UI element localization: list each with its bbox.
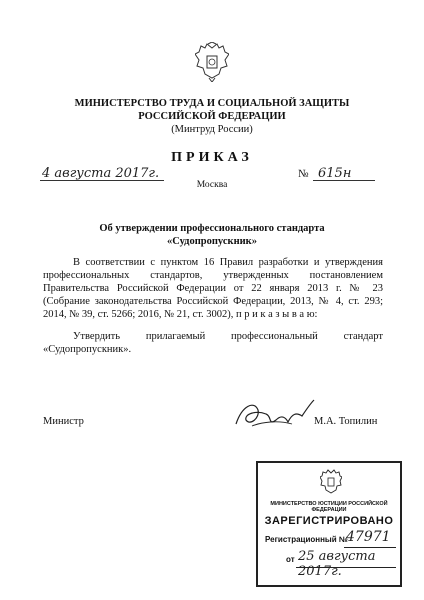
registration-stamp (256, 461, 402, 587)
stamp-date-label: от (286, 555, 295, 564)
body-line: В соответствии с пунктом 16 Правил разработки и утверждения (73, 257, 383, 268)
signatory-position: Министр (43, 416, 84, 427)
body-line: Правительства Российской Федерации от 22 января 2013 г. № 23 (43, 283, 383, 294)
body-line: (Собрание законодательства Российской Федерации, 2013, № 4, ст. 293; (43, 296, 383, 307)
body-paragraph-1 (43, 256, 383, 321)
ministry-name-line1: МИНИСТЕРСТВО ТРУДА И СОЦИАЛЬНОЙ ЗАЩИТЫ (74, 98, 350, 109)
order-date-handwritten: 4 августа 2017г. (42, 166, 160, 181)
order-number-label: № (298, 168, 309, 180)
stamp-date-underline (296, 567, 396, 568)
stamp-ministry: МИНИСТЕРСТВО ЮСТИЦИИ РОССИЙСКОЙ ФЕДЕРАЦИИ (270, 501, 388, 513)
document-title: ПРИКАЗ (171, 150, 253, 165)
russian-coat-of-arms-icon (195, 42, 229, 82)
subject-line2: «Судопропускник» (167, 236, 257, 247)
stamp-date: 25 августа 2017г. (298, 549, 376, 579)
stamp-registered: ЗАРЕГИСТРИРОВАНО (264, 515, 394, 527)
ministry-name-line2: РОССИЙСКОЙ ФЕДЕРАЦИИ (138, 111, 286, 122)
signatory-name: М.А. Топилин (314, 416, 378, 427)
body-line: профессиональных стандартов, утвержденных постановлением (43, 270, 383, 281)
number-underline (313, 180, 375, 181)
body-paragraph-2 (43, 330, 383, 356)
coat-of-arms-icon (320, 469, 342, 495)
body-line: Утвердить прилагаемый профессиональный стандарт (73, 331, 383, 342)
handwritten-signature-icon (232, 396, 318, 436)
order-city: Москва (196, 180, 228, 190)
subject-line1: Об утверждении профессионального стандарта (99, 223, 325, 234)
body-line: «Судопропускник». (43, 344, 132, 355)
order-number-handwritten: 615н (318, 166, 352, 181)
body-line: 2014, № 39, ст. 5266; 2016, № 21, ст. 3002), п р и к а з ы в а ю: (43, 309, 318, 320)
stamp-reg-label: Регистрационный № (265, 535, 348, 544)
stamp-number-underline (344, 547, 396, 548)
stamp-reg-number: 47971 (346, 529, 391, 545)
ministry-short-name: (Минтруд России) (171, 124, 253, 135)
